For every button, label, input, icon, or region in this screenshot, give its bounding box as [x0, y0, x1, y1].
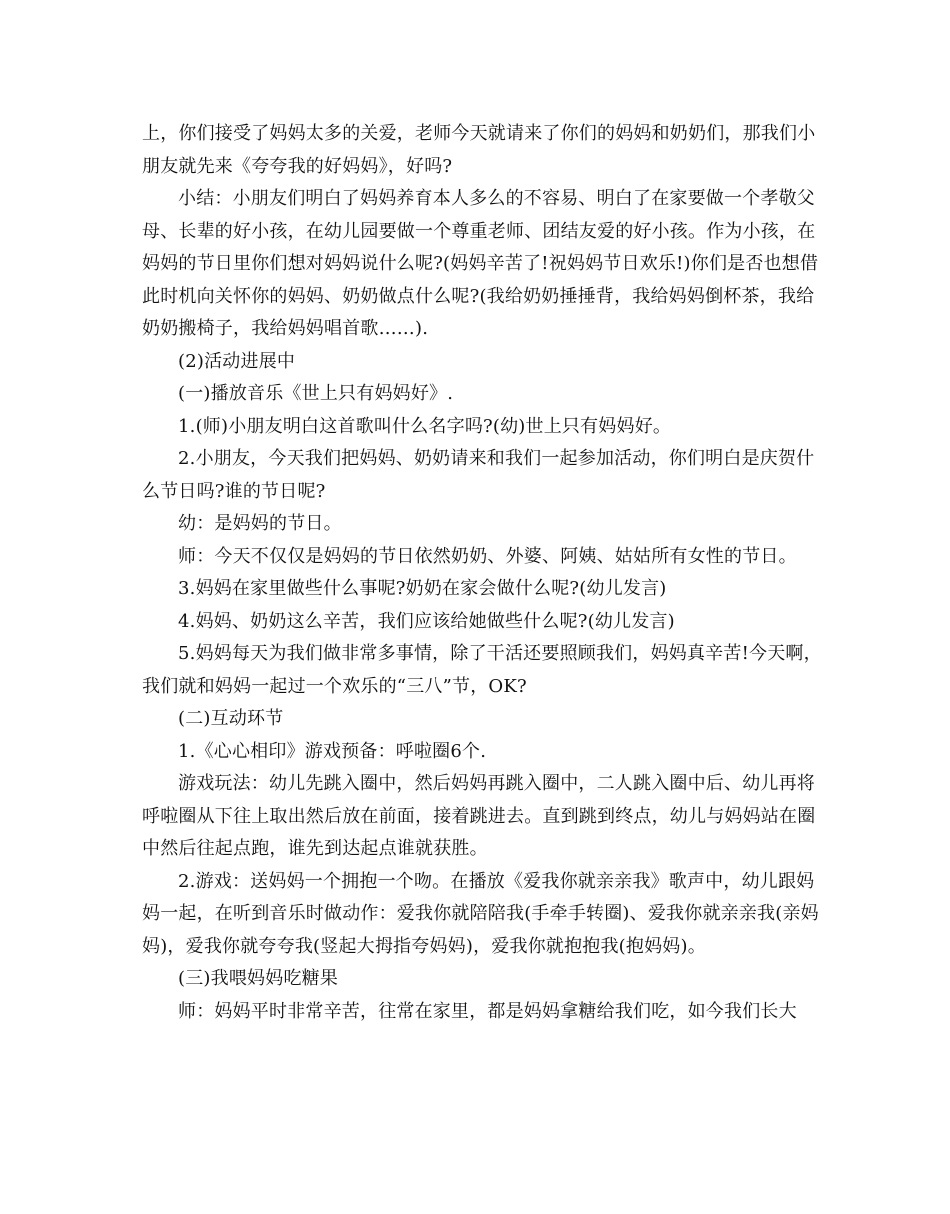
dialogue-teacher: 师：今天不仅仅是妈妈的节日依然奶奶、外婆、阿姨、姑姑所有女性的节日。 — [178, 545, 797, 567]
game-item-2: 2.游戏：送妈妈一个拥抱一个吻。在播放《爱我你就亲亲我》歌声中，幼儿跟妈妈一起，在听到音乐时做动作：爱我你就陪陪我(手牵手转圈)、爱我你就亲亲我(亲妈妈)，爱我你就夸夸我(竖起大拇指夸妈妈)，爱我你就抱抱我(抱妈妈)。 — [142, 870, 819, 957]
subsection-heading-candy: (三)我喂妈妈吃糖果 — [178, 968, 339, 989]
subsection-heading-music: (一)播放音乐《世上只有妈妈好》. — [178, 383, 454, 404]
list-item-2: 2.小朋友，今天我们把妈妈、奶奶请来和我们一起参加活动，你们明白是庆贺什么节日吗?谁的节日呢? — [142, 448, 815, 502]
subsection-heading-interaction: (二)互动环节 — [178, 708, 284, 729]
paragraph-teacher-candy: 师：妈妈平时非常辛苦，往常在家里，都是妈妈拿糖给我们吃，如今我们长大 — [178, 1000, 797, 1022]
list-item-4: 4.妈妈、奶奶这么辛苦，我们应该给她做些什么呢?(幼儿发言) — [178, 610, 675, 632]
list-item-3: 3.妈妈在家里做些什么事呢?奶奶在家会做什么呢?(幼儿发言) — [178, 578, 667, 599]
section-heading-activity: (2)活动进展中 — [178, 350, 296, 372]
list-item-1: 1.(师)小朋友明白这首歌叫什么名字吗?(幼)世上只有妈妈好。 — [178, 415, 672, 437]
dialogue-child: 幼：是妈妈的节日。 — [178, 513, 342, 534]
paragraph-continuation: 上，你们接受了妈妈太多的关爱，老师今天就请来了你们的妈妈和奶奶们，那我们小朋友就先来《夸夸我的好妈妈》，好吗? — [142, 123, 816, 177]
paragraph-summary: 小结：小朋友们明白了妈妈养育本人多么的不容易、明白了在家要做一个孝敬父母、长辈的好小孩，在幼儿园要做一个尊重老师、团结友爱的好小孩。作为小孩，在妈妈的节日里你们想对妈妈说什么呢?(妈妈辛苦了!祝妈妈节日欢乐!)你们是否也想借此时机向关怀你的妈妈、奶奶做点什么呢?(我给奶奶捶捶背，我给妈妈倒杯茶，我给奶奶搬椅子，我给妈妈唱首歌……). — [142, 188, 819, 339]
game-rules: 游戏玩法：幼儿先跳入圈中，然后妈妈再跳入圈中，二人跳入圈中后、幼儿再将呼啦圈从下往上取出然后放在前面，接着跳进去。直到跳到终点，幼儿与妈妈站在圈中然后往起点跑，谁先到达起点谁就获胜。 — [142, 773, 816, 859]
list-item-5: 5.妈妈每天为我们做非常多事情，除了干活还要照顾我们，妈妈真辛苦!今天啊，我们就和妈妈一起过一个欢乐的“三八”节，OK? — [142, 643, 822, 697]
game-item-1: 1.《心心相印》游戏预备：呼啦圈6个. — [178, 740, 487, 762]
document-body — [142, 118, 822, 1028]
